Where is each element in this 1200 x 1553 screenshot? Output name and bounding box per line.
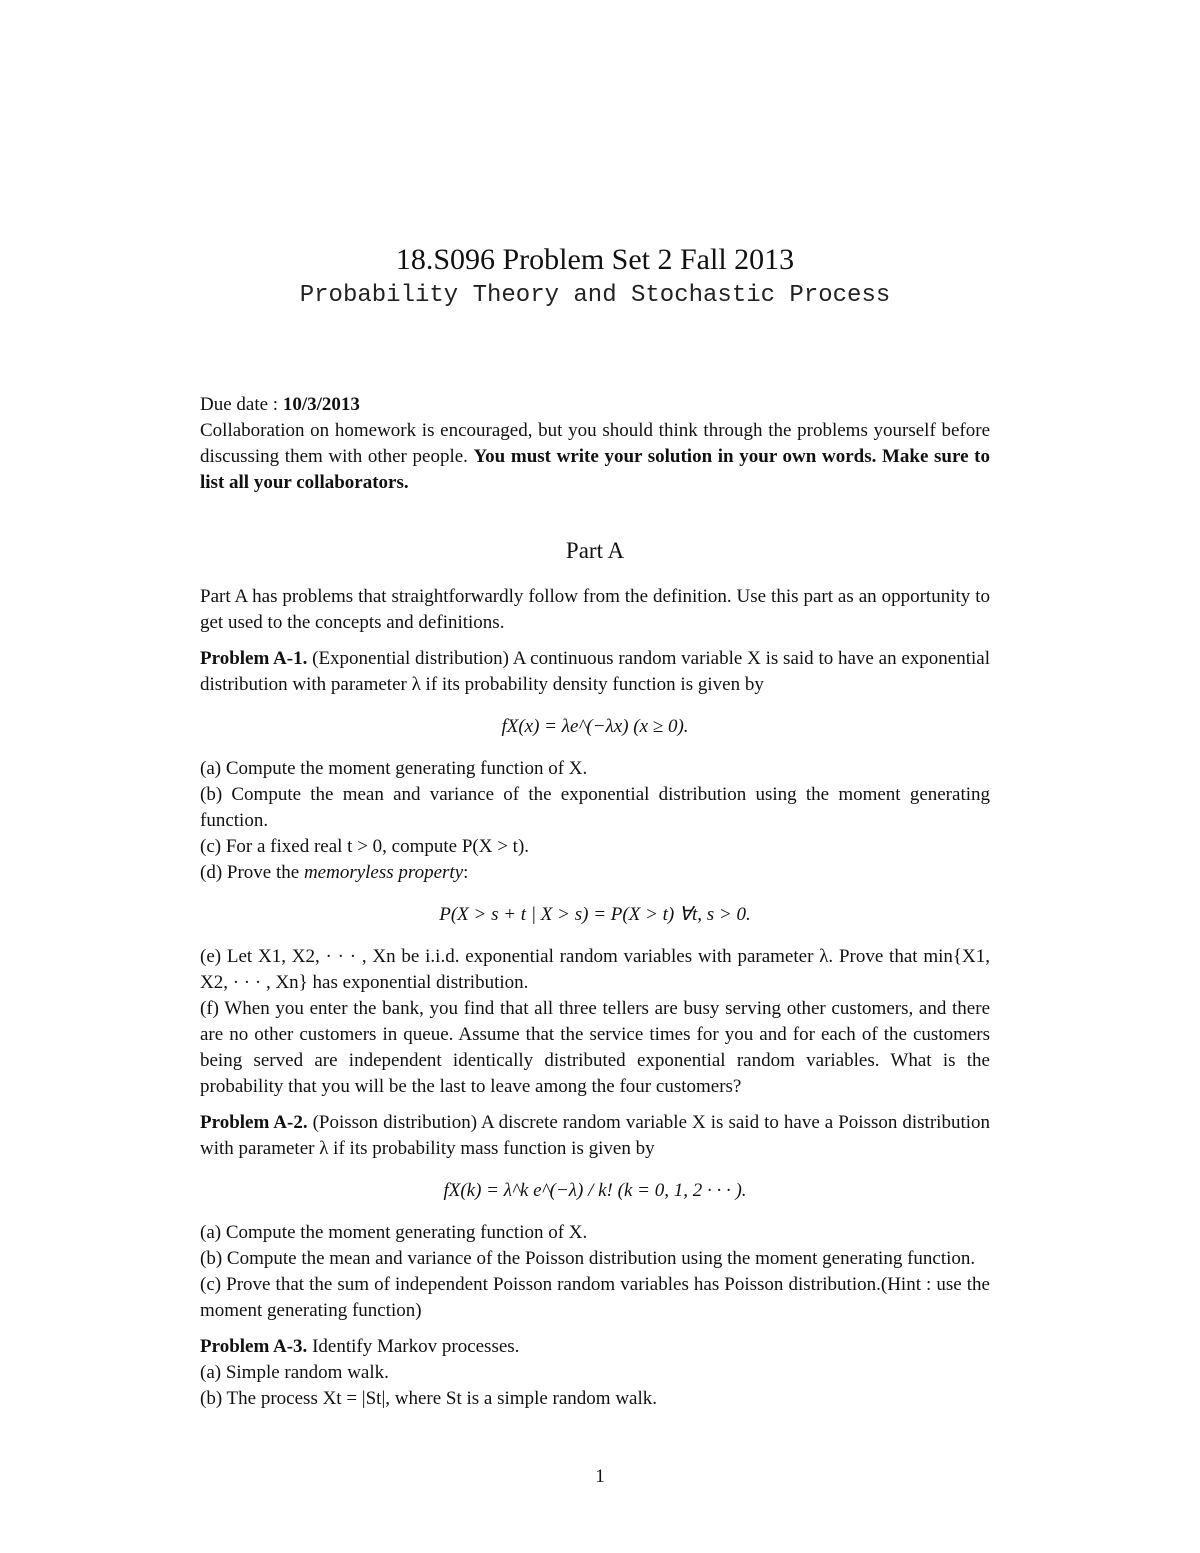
part-a-intro: Part A has problems that straightforwardly follow from the definition. Use this part as an opportunity to get used to the concepts and definitions. <box>200 586 990 633</box>
problem-a3-part-a: (a) Simple random walk. <box>200 1362 389 1383</box>
memoryless-property-term: memoryless property <box>303 862 464 883</box>
problem-a2 <box>200 1110 990 1162</box>
collaboration-text: Collaboration on homework is encouraged, but you should think through the problems yourself before discussing them with other people. <box>200 420 990 467</box>
page-content <box>200 240 990 1412</box>
problem-a3-text: Identify Markov processes. <box>307 1336 520 1357</box>
problem-a1-part-c: (c) For a fixed real t > 0, compute P(X > t). <box>200 836 530 857</box>
document-subtitle: Probability Theory and Stochastic Process <box>299 282 891 309</box>
problem-a1-part-d <box>200 860 990 886</box>
problem-a2-text: (Poisson distribution) A discrete random variable X is said to have a Poisson distribution with parameter λ if its probability mass function is given by <box>200 1112 990 1159</box>
document-title: 18.S096 Problem Set 2 Fall 2013 <box>395 243 795 276</box>
due-date: 10/3/2013 <box>282 394 360 415</box>
problem-a2-label: Problem A-2. <box>200 1112 308 1133</box>
problem-a1-equation: fX(x) = λe^(−λx) (x ≥ 0). <box>501 716 689 737</box>
memoryless-equation: P(X > s + t | X > s) = P(X > t) ∀t, s > 0. <box>439 904 751 925</box>
problem-a1-part-b: (b) Compute the mean and variance of the exponential distribution using the moment generating function. <box>200 784 990 831</box>
part-a-heading: Part A <box>565 538 625 563</box>
due-label: Due date : <box>200 394 283 415</box>
problem-a1-part-f: (f) When you enter the bank, you find that all three tellers are busy serving other customers, and there are no other customers in queue. Assume that the service times for you and for each of the customers being served are independent identically distributed exponential random variables. What is the probability that you will be the last to leave among the four customers? <box>200 998 990 1097</box>
problem-a2-part-a: (a) Compute the moment generating function of X. <box>200 1222 588 1243</box>
collaboration-requirement: You must write your solution in your own words. Make sure to list all your collaborators. <box>200 446 990 493</box>
problem-a2-equation: fX(k) = λ^k e^(−λ) / k! (k = 0, 1, 2 · · · ). <box>443 1180 747 1201</box>
problem-a1-part-d-suffix: : <box>463 862 469 883</box>
due-date-line <box>200 392 990 418</box>
problem-a3-part-b: (b) The process Xt = |St|, where St is a simple random walk. <box>200 1388 658 1409</box>
problem-a2-part-c: (c) Prove that the sum of independent Poisson random variables has Poisson distribution.(Hint : use the moment generating function) <box>200 1274 990 1321</box>
problem-a2-part-b: (b) Compute the mean and variance of the Poisson distribution using the moment generating function. <box>200 1248 976 1269</box>
problem-a1-label: Problem A-1. <box>200 648 308 669</box>
problem-a1-part-d-prefix: (d) Prove the <box>200 862 304 883</box>
problem-a3-label: Problem A-3. <box>200 1336 308 1357</box>
problem-a1-part-e: (e) Let X1, X2, · · · , Xn be i.i.d. exponential random variables with parameter λ. Prove that min{X1, X2, · · · , Xn} has exponential distribution. <box>200 946 990 993</box>
problem-a1 <box>200 646 990 698</box>
page-number: 1 <box>595 1466 605 1487</box>
problem-a1-text: (Exponential distribution) A continuous random variable X is said to have an exponential distribution with parameter λ if its probability density function is given by <box>200 648 990 695</box>
collaboration-paragraph <box>200 418 990 496</box>
problem-a1-part-a: (a) Compute the moment generating function of X. <box>200 758 588 779</box>
problem-a3 <box>200 1334 990 1360</box>
